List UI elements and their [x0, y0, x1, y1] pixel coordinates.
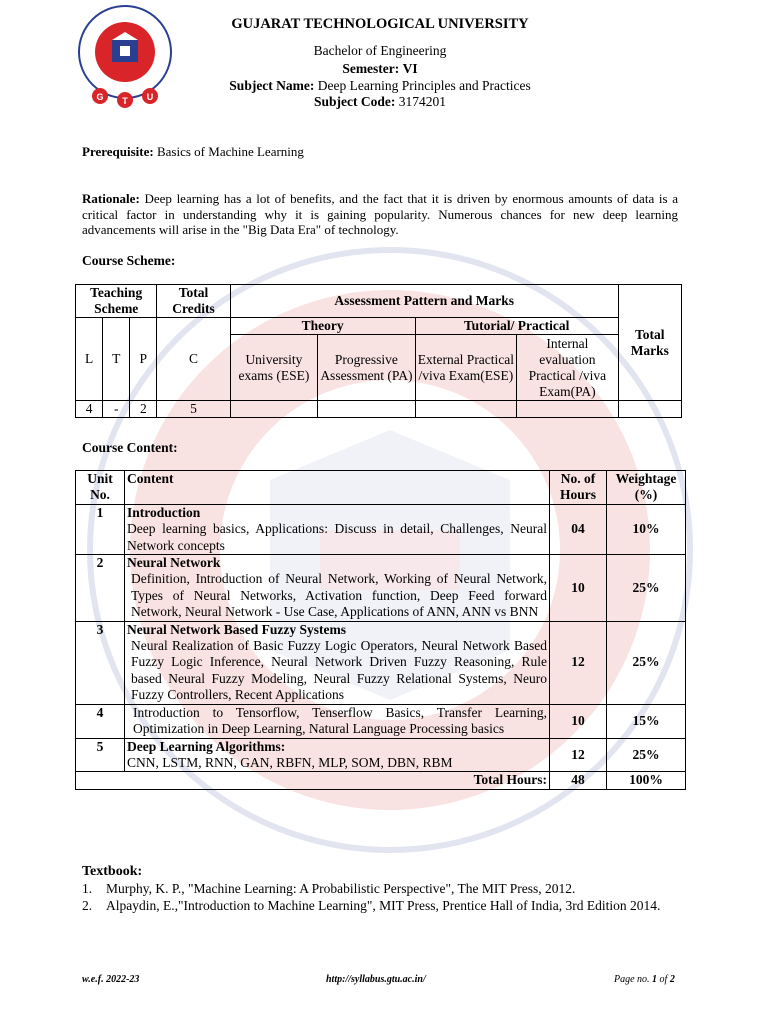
- unit-weightage: 15%: [607, 704, 686, 738]
- weightage-header: Weightage (%): [607, 471, 686, 505]
- logo-letter-t: T: [122, 96, 128, 106]
- t-value: -: [103, 401, 130, 418]
- unit-weightage: 25%: [607, 738, 686, 772]
- subject-name-line: [160, 78, 600, 94]
- table-row: [76, 504, 686, 554]
- unit-number: 5: [76, 738, 125, 772]
- prerequisite-label: Prerequisite:: [82, 144, 154, 159]
- rationale-text: Deep learning has a lot of benefits, and the fact that it is driven by enormous amounts of data is a critical factor in understanding why it is gaining popularity. Numerous chances for new deep learning advancements will arise in the "Big Data Era" of technology.: [82, 191, 679, 237]
- unit-content: [125, 704, 550, 738]
- textbook-list: [82, 880, 682, 914]
- unit-number: 2: [76, 555, 125, 622]
- assessment-header: Assessment Pattern and Marks: [230, 285, 618, 318]
- university-exams-header: University exams (ESE): [230, 335, 317, 401]
- subject-code-label: Subject Code:: [314, 94, 396, 109]
- empty-cell: [517, 401, 619, 418]
- tutorial-practical-header: Tutorial/ Practical: [415, 318, 618, 335]
- unit-number: 3: [76, 621, 125, 704]
- university-name: GUJARAT TECHNOLOGICAL UNIVERSITY: [231, 16, 529, 32]
- p-header: P: [130, 318, 157, 401]
- total-credits-header: Total Credits: [157, 285, 230, 318]
- unit-hours: 10: [550, 555, 607, 622]
- logo-letter-u: U: [146, 92, 154, 102]
- unit-hours: 12: [550, 738, 607, 772]
- unit-number: 1: [76, 504, 125, 554]
- unit-content: [125, 555, 550, 622]
- rationale: [82, 191, 678, 238]
- semester-value: VI: [402, 61, 418, 76]
- course-content-table: [75, 470, 686, 790]
- empty-cell: [318, 401, 415, 418]
- hours-header: No. of Hours: [550, 471, 607, 505]
- internal-evaluation-header: Internal evaluation Practical /viva Exam(PA): [517, 335, 619, 401]
- unit-header: Unit No.: [76, 471, 125, 505]
- prerequisite-value: Basics of Machine Learning: [156, 144, 304, 159]
- content-header: Content: [125, 471, 550, 505]
- page-current: 1: [652, 974, 658, 985]
- textbook-item: Alpaydin, E.,"Introduction to Machine Learning", MIT Press, Prentice Hall of India, 3rd Edition 2014.: [106, 898, 661, 913]
- unit-title: Neural Network Based Fuzzy Systems: [127, 621, 346, 637]
- unit-title: Introduction: [127, 504, 201, 520]
- footer-url[interactable]: http://syllabus.gtu.ac.in/: [326, 974, 426, 985]
- unit-content: [125, 621, 550, 704]
- unit-title: Deep Learning Algorithms:: [127, 738, 286, 754]
- t-header: T: [103, 318, 130, 401]
- program-name: Bachelor of Engineering: [313, 43, 447, 58]
- unit-number: 4: [76, 704, 125, 738]
- unit-weightage: 25%: [607, 555, 686, 622]
- unit-hours: 10: [550, 704, 607, 738]
- l-value: 4: [76, 401, 103, 418]
- subject-code-value: 3174201: [398, 94, 446, 109]
- footer-wef: w.e.f. 2022-23: [82, 974, 140, 985]
- course-scheme-title: Course Scheme:: [82, 253, 176, 268]
- subject-name-label: Subject Name:: [229, 78, 315, 93]
- table-row: [76, 704, 686, 738]
- unit-text: Neural Realization of Basic Fuzzy Logic Operators, Neural Network Based Fuzzy Logic Inference, Neural Network Driven Fuzzy Reasoning, Rule based Neural Fuzzy Modeling, Neural Fuzzy Relational Systems, Neuro Fuzzy Controllers, Recent Applications: [131, 638, 547, 703]
- c-header: C: [157, 318, 230, 401]
- page-total: 2: [669, 974, 675, 985]
- unit-weightage: 25%: [607, 621, 686, 704]
- unit-text: Definition, Introduction of Neural Network, Working of Neural Network, Types of Neural Networks, Activation function, Deep Feed forward Network, Neural Network - Use Case, Applications of ANN, ANN vs BNN: [131, 571, 547, 620]
- total-hours-value: 48: [550, 772, 607, 789]
- external-practical-header: External Practical /viva Exam(ESE): [415, 335, 517, 401]
- empty-cell: [76, 772, 125, 789]
- unit-title: Neural Network: [127, 555, 221, 571]
- total-hours-label: Total Hours:: [125, 772, 550, 789]
- unit-hours: 04: [550, 504, 607, 554]
- list-item: 2. Alpaydin, E.,"Introduction to Machine Learning", MIT Press, Prentice Hall of India, 3rd Edition 2014.: [82, 898, 661, 913]
- empty-cell: [618, 401, 681, 418]
- page-of: of: [659, 974, 668, 985]
- table-row: [76, 555, 686, 622]
- teaching-scheme-header: Teaching Scheme: [76, 285, 157, 318]
- unit-text: Deep learning basics, Applications: Discuss in detail, Challenges, Neural Network concepts: [127, 521, 547, 553]
- logo-letter-g: G: [96, 92, 104, 102]
- empty-cell: [230, 401, 317, 418]
- progressive-assessment-header: Progressive Assessment (PA): [318, 335, 415, 401]
- unit-text: CNN, LSTM, RNN, GAN, RBFN, MLP, SOM, DBN, RBM: [127, 754, 453, 770]
- empty-cell: [415, 401, 517, 418]
- subject-code-line: [160, 94, 600, 110]
- unit-weightage: 10%: [607, 504, 686, 554]
- total-marks-header: Total Marks: [618, 285, 681, 401]
- textbook-item: Murphy, K. P., "Machine Learning: A Probabilistic Perspective", The MIT Press, 2012.: [106, 881, 576, 896]
- total-weightage-value: 100%: [607, 772, 686, 789]
- table-row: [76, 738, 686, 772]
- list-item: 1. Murphy, K. P., "Machine Learning: A Probabilistic Perspective", The MIT Press, 2012.: [82, 881, 576, 896]
- p-value: 2: [130, 401, 157, 418]
- page-number: [614, 974, 675, 985]
- unit-text: Introduction to Tensorflow, Tenserflow Basics, Transfer Learning, Optimization in Deep Learning, Natural Language Processing basics: [133, 704, 547, 737]
- rationale-label: Rationale:: [82, 191, 140, 206]
- course-scheme-table: [75, 284, 682, 418]
- c-value: 5: [157, 401, 230, 418]
- unit-content: [125, 738, 550, 772]
- l-header: L: [76, 318, 103, 401]
- subject-name-value: Deep Learning Principles and Practices: [317, 78, 531, 93]
- textbook-title: Textbook:: [82, 864, 143, 879]
- theory-header: Theory: [230, 318, 415, 335]
- page-prefix: Page no.: [614, 974, 650, 985]
- unit-content: [125, 504, 550, 554]
- table-row: [76, 621, 686, 704]
- unit-hours: 12: [550, 621, 607, 704]
- prerequisite: [82, 144, 678, 160]
- course-content-title: Course Content:: [82, 440, 178, 455]
- semester-line: [160, 61, 600, 77]
- semester-label: Semester:: [342, 61, 400, 76]
